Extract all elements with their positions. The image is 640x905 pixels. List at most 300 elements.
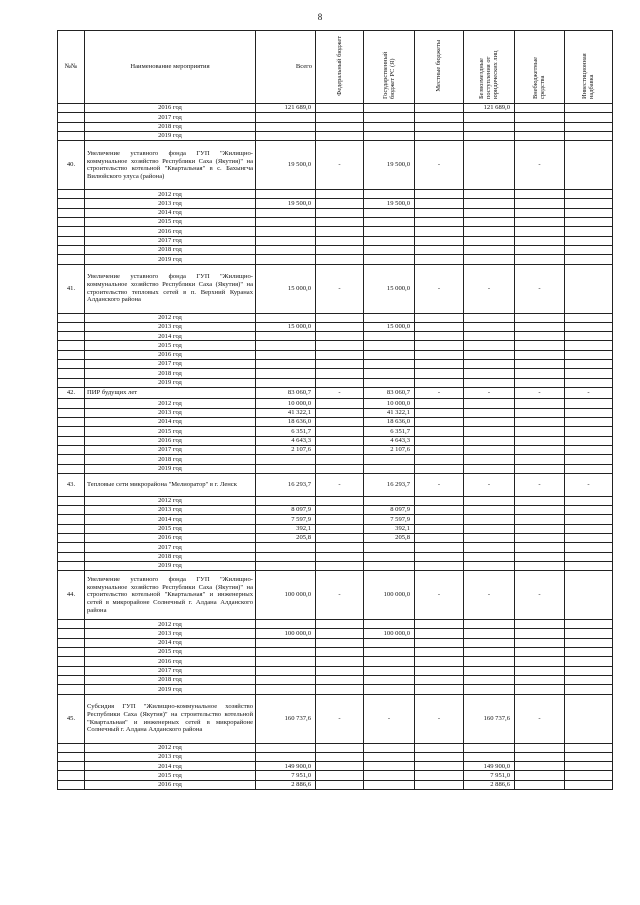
cell-invest [565, 629, 613, 638]
year-row [58, 418, 613, 427]
cell-local [415, 561, 464, 570]
cell-free [464, 332, 515, 341]
cell-free [464, 369, 515, 378]
year-row [58, 208, 613, 217]
row-number [58, 515, 85, 524]
year-label: 2013 год [85, 408, 256, 417]
cell-local [415, 657, 464, 666]
year-label: 2012 год [85, 313, 256, 322]
cell-total [256, 350, 316, 359]
cell-federal [316, 199, 364, 208]
cell-total: 19 500,0 [256, 199, 316, 208]
year-row [58, 666, 613, 675]
cell-total: 18 636,0 [256, 418, 316, 427]
cell-invest [565, 561, 613, 570]
cell-local [415, 199, 464, 208]
measure-name: Тепловые сети микрорайона "Мелиоратор" в г. Ленск [85, 473, 256, 496]
year-row [58, 369, 613, 378]
cell-local [415, 113, 464, 122]
cell-invest [565, 399, 613, 408]
cell-federal [316, 648, 364, 657]
year-row [58, 771, 613, 780]
year-row [58, 561, 613, 570]
cell-federal [316, 399, 364, 408]
cell-offbudget [515, 113, 565, 122]
cell-federal [316, 131, 364, 140]
year-label: 2015 год [85, 771, 256, 780]
cell-total [256, 743, 316, 752]
cell-federal [316, 341, 364, 350]
cell-local [415, 236, 464, 245]
cell-offbudget [515, 629, 565, 638]
cell-offbudget [515, 199, 565, 208]
cell-offbudget [515, 218, 565, 227]
year-row [58, 131, 613, 140]
cell-free [464, 685, 515, 694]
cell-total [256, 369, 316, 378]
cell-total [256, 648, 316, 657]
cell-free [464, 552, 515, 561]
cell-total: 19 500,0 [256, 141, 316, 190]
cell-federal [316, 227, 364, 236]
cell-local [415, 506, 464, 515]
cell-offbudget [515, 561, 565, 570]
cell-state [364, 208, 415, 217]
row-number [58, 638, 85, 647]
cell-offbudget [515, 762, 565, 771]
cell-federal [316, 455, 364, 464]
year-row [58, 629, 613, 638]
cell-total [256, 113, 316, 122]
cell-local [415, 552, 464, 561]
cell-offbudget [515, 332, 565, 341]
year-row [58, 743, 613, 752]
cell-total [256, 245, 316, 254]
cell-local [415, 190, 464, 199]
cell-federal [316, 534, 364, 543]
cell-free [464, 360, 515, 369]
year-label: 2018 год [85, 245, 256, 254]
cell-offbudget [515, 255, 565, 264]
cell-total: 15 000,0 [256, 264, 316, 313]
cell-total [256, 360, 316, 369]
cell-state: 100 000,0 [364, 571, 415, 620]
cell-offbudget: - [515, 141, 565, 190]
measure-row [58, 387, 613, 399]
row-number [58, 236, 85, 245]
cell-free: 2 886,6 [464, 780, 515, 789]
cell-invest [565, 675, 613, 684]
cell-federal [316, 369, 364, 378]
cell-total [256, 341, 316, 350]
cell-state [364, 255, 415, 264]
cell-state [364, 236, 415, 245]
cell-federal [316, 255, 364, 264]
year-label: 2014 год [85, 515, 256, 524]
cell-local: - [415, 387, 464, 399]
year-row [58, 524, 613, 533]
cell-state [364, 131, 415, 140]
cell-free [464, 638, 515, 647]
year-label: 2017 год [85, 360, 256, 369]
cell-total [256, 638, 316, 647]
row-number [58, 780, 85, 789]
row-number [58, 752, 85, 761]
cell-federal [316, 408, 364, 417]
year-label: 2019 год [85, 561, 256, 570]
cell-local [415, 322, 464, 331]
cell-free [464, 445, 515, 454]
cell-offbudget [515, 227, 565, 236]
cell-offbudget [515, 685, 565, 694]
row-number [58, 524, 85, 533]
cell-state: 15 000,0 [364, 322, 415, 331]
row-number [58, 666, 85, 675]
cell-local [415, 436, 464, 445]
cell-total [256, 378, 316, 387]
year-row [58, 350, 613, 359]
cell-invest [565, 445, 613, 454]
cell-state: - [364, 694, 415, 743]
cell-invest [565, 341, 613, 350]
cell-free [464, 524, 515, 533]
year-row [58, 190, 613, 199]
cell-offbudget [515, 657, 565, 666]
cell-invest [565, 427, 613, 436]
year-row [58, 218, 613, 227]
cell-federal: - [316, 141, 364, 190]
cell-free [464, 122, 515, 131]
cell-invest [565, 350, 613, 359]
cell-local [415, 218, 464, 227]
cell-federal [316, 561, 364, 570]
cell-local [415, 245, 464, 254]
cell-state [364, 685, 415, 694]
cell-local [415, 369, 464, 378]
cell-invest [565, 113, 613, 122]
cell-federal [316, 762, 364, 771]
cell-federal [316, 752, 364, 761]
measure-row [58, 571, 613, 620]
cell-invest [565, 199, 613, 208]
cell-local [415, 629, 464, 638]
row-number: 41. [58, 264, 85, 313]
year-row [58, 236, 613, 245]
cell-state: 10 000,0 [364, 399, 415, 408]
table-header-row [58, 31, 613, 104]
cell-free [464, 313, 515, 322]
year-label: 2019 год [85, 378, 256, 387]
year-label: 2017 год [85, 113, 256, 122]
cell-local [415, 208, 464, 217]
cell-offbudget [515, 208, 565, 217]
cell-free [464, 506, 515, 515]
year-row [58, 506, 613, 515]
year-row [58, 427, 613, 436]
cell-free [464, 657, 515, 666]
year-label: 2018 год [85, 455, 256, 464]
cell-invest [565, 571, 613, 620]
year-label: 2018 год [85, 369, 256, 378]
cell-free: 7 951,0 [464, 771, 515, 780]
year-row [58, 399, 613, 408]
row-number [58, 399, 85, 408]
cell-offbudget [515, 496, 565, 505]
cell-offbudget [515, 245, 565, 254]
table-body [58, 104, 613, 790]
cell-invest [565, 620, 613, 629]
year-label: 2013 год [85, 506, 256, 515]
measure-row [58, 694, 613, 743]
cell-offbudget [515, 236, 565, 245]
year-row [58, 245, 613, 254]
cell-state [364, 771, 415, 780]
cell-local [415, 445, 464, 454]
cell-free [464, 322, 515, 331]
cell-federal [316, 104, 364, 113]
cell-state: 8 097,9 [364, 506, 415, 515]
cell-invest [565, 436, 613, 445]
row-number [58, 218, 85, 227]
cell-total: 16 293,7 [256, 473, 316, 496]
cell-federal [316, 218, 364, 227]
cell-state: 7 597,9 [364, 515, 415, 524]
cell-state [364, 762, 415, 771]
measure-row [58, 141, 613, 190]
cell-state [364, 464, 415, 473]
year-row [58, 104, 613, 113]
cell-local [415, 524, 464, 533]
cell-state [364, 227, 415, 236]
row-number: 45. [58, 694, 85, 743]
row-number [58, 496, 85, 505]
header-invest: Инвестиционная надбавка [565, 31, 613, 104]
year-label: 2016 год [85, 780, 256, 789]
cell-offbudget [515, 322, 565, 331]
cell-local [415, 227, 464, 236]
row-number [58, 408, 85, 417]
cell-free [464, 190, 515, 199]
cell-free [464, 752, 515, 761]
cell-invest [565, 780, 613, 789]
cell-free [464, 378, 515, 387]
header-state: Государственный бюджет РС (Я) [364, 31, 415, 104]
row-number [58, 552, 85, 561]
cell-free [464, 675, 515, 684]
cell-free [464, 515, 515, 524]
cell-offbudget [515, 780, 565, 789]
cell-invest [565, 752, 613, 761]
cell-invest [565, 657, 613, 666]
header-offbudget: Внебюджетные средства [515, 31, 565, 104]
row-number [58, 190, 85, 199]
cell-federal [316, 313, 364, 322]
cell-federal: - [316, 264, 364, 313]
cell-total [256, 332, 316, 341]
year-row [58, 515, 613, 524]
cell-offbudget: - [515, 694, 565, 743]
year-row [58, 675, 613, 684]
cell-invest [565, 255, 613, 264]
cell-invest: - [565, 387, 613, 399]
cell-local [415, 131, 464, 140]
cell-total: 121 689,0 [256, 104, 316, 113]
cell-state [364, 218, 415, 227]
year-label: 2012 год [85, 620, 256, 629]
cell-free [464, 534, 515, 543]
cell-total [256, 464, 316, 473]
cell-total: 392,1 [256, 524, 316, 533]
year-row [58, 534, 613, 543]
cell-invest [565, 418, 613, 427]
measure-name: ПИР будущих лет [85, 387, 256, 399]
cell-free: - [464, 571, 515, 620]
cell-total: 83 060,7 [256, 387, 316, 399]
year-row [58, 332, 613, 341]
year-label: 2017 год [85, 236, 256, 245]
cell-free: - [464, 387, 515, 399]
cell-free [464, 218, 515, 227]
row-number [58, 657, 85, 666]
cell-free [464, 227, 515, 236]
row-number [58, 427, 85, 436]
cell-offbudget [515, 408, 565, 417]
cell-total [256, 561, 316, 570]
cell-total: 10 000,0 [256, 399, 316, 408]
cell-total: 4 643,3 [256, 436, 316, 445]
cell-state [364, 369, 415, 378]
cell-local [415, 122, 464, 131]
row-number [58, 675, 85, 684]
measure-name: Увеличение уставного фонда ГУП "Жилищно-коммунальное хозяйство Республики Саха (Якутия)" на строительство тепловых сетей в п. Верхний Куранах Алданского района [85, 264, 256, 313]
cell-state [364, 245, 415, 254]
year-label: 2014 год [85, 762, 256, 771]
cell-local [415, 534, 464, 543]
cell-invest [565, 104, 613, 113]
cell-offbudget [515, 436, 565, 445]
cell-state [364, 620, 415, 629]
cell-invest [565, 236, 613, 245]
cell-free [464, 236, 515, 245]
cell-offbudget [515, 552, 565, 561]
cell-federal [316, 629, 364, 638]
row-number [58, 506, 85, 515]
year-label: 2017 год [85, 445, 256, 454]
year-label: 2016 год [85, 657, 256, 666]
cell-offbudget [515, 515, 565, 524]
cell-local [415, 418, 464, 427]
year-row [58, 638, 613, 647]
row-number [58, 199, 85, 208]
row-number [58, 332, 85, 341]
cell-local [415, 543, 464, 552]
row-number [58, 620, 85, 629]
cell-total: 100 000,0 [256, 629, 316, 638]
year-row [58, 341, 613, 350]
cell-free [464, 427, 515, 436]
cell-offbudget [515, 350, 565, 359]
cell-free [464, 131, 515, 140]
year-label: 2019 год [85, 131, 256, 140]
cell-federal [316, 552, 364, 561]
cell-state [364, 350, 415, 359]
cell-total: 160 737,6 [256, 694, 316, 743]
cell-state [364, 648, 415, 657]
header-num: №№ [58, 31, 85, 104]
cell-state: 19 500,0 [364, 141, 415, 190]
row-number [58, 685, 85, 694]
cell-local [415, 771, 464, 780]
row-number [58, 113, 85, 122]
year-row [58, 408, 613, 417]
cell-state: 83 060,7 [364, 387, 415, 399]
row-number [58, 762, 85, 771]
row-number [58, 350, 85, 359]
cell-invest [565, 131, 613, 140]
cell-federal [316, 620, 364, 629]
cell-local [415, 620, 464, 629]
cell-state [364, 122, 415, 131]
cell-local: - [415, 571, 464, 620]
cell-offbudget [515, 752, 565, 761]
cell-offbudget [515, 399, 565, 408]
cell-total [256, 131, 316, 140]
header-name: Наименование мероприятия [85, 31, 256, 104]
cell-free [464, 496, 515, 505]
year-label: 2015 год [85, 524, 256, 533]
row-number [58, 322, 85, 331]
cell-invest [565, 771, 613, 780]
cell-federal [316, 236, 364, 245]
cell-offbudget: - [515, 571, 565, 620]
cell-local [415, 675, 464, 684]
cell-federal [316, 378, 364, 387]
cell-local [415, 313, 464, 322]
cell-total: 100 000,0 [256, 571, 316, 620]
cell-free [464, 629, 515, 638]
cell-state [364, 743, 415, 752]
cell-local [415, 255, 464, 264]
year-label: 2012 год [85, 190, 256, 199]
cell-offbudget [515, 743, 565, 752]
header-total: Всего [256, 31, 316, 104]
cell-free [464, 455, 515, 464]
cell-local [415, 427, 464, 436]
year-row [58, 543, 613, 552]
cell-state [364, 341, 415, 350]
cell-total [256, 657, 316, 666]
cell-total [256, 666, 316, 675]
cell-free: - [464, 264, 515, 313]
row-number [58, 313, 85, 322]
cell-invest [565, 332, 613, 341]
year-row [58, 322, 613, 331]
cell-state [364, 552, 415, 561]
year-row [58, 378, 613, 387]
cell-state: 100 000,0 [364, 629, 415, 638]
year-label: 2019 год [85, 464, 256, 473]
row-number [58, 629, 85, 638]
cell-federal: - [316, 694, 364, 743]
cell-offbudget [515, 445, 565, 454]
cell-local [415, 341, 464, 350]
cell-state: 19 500,0 [364, 199, 415, 208]
row-number [58, 208, 85, 217]
cell-offbudget [515, 543, 565, 552]
cell-total [256, 496, 316, 505]
year-row [58, 657, 613, 666]
row-number [58, 227, 85, 236]
